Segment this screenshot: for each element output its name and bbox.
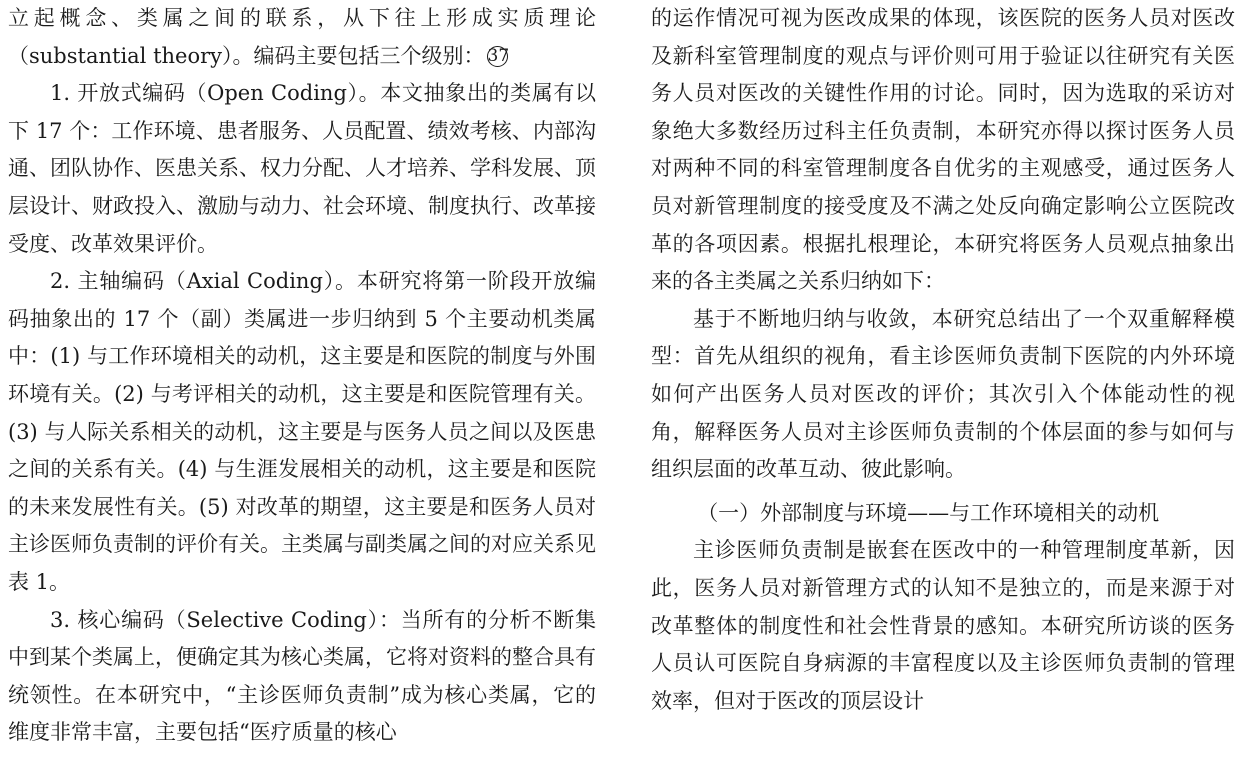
intro-paragraph: [8, 0, 596, 75]
intro-text: 立起概念、类属之间的联系，从下往上形成实质理论（substantial theory）。编码主要包括三个级别：: [8, 6, 596, 68]
axial-coding-paragraph: 2. 主轴编码（Axial Coding）。本研究将第一阶段开放编码抽象出的 17 个（副）类属进一步归纳到 5 个主要动机类属中：(1) 与工作环境相关的动机，这主要是和医院的制度与外围环境有关。(2) 与考评相关的动机，这主要是和医院管理有关。(3) 与人际关系相关的动机，这主要是与医务人员之间以及医患之间的关系有关。(4) 与生涯发展相关的动机，这主要是和医院的未来发展性有关。(5) 对改革的期望，这主要是和医务人员对主诊医师负责制的评价有关。主类属与副类属之间的对应关系见表 1。: [8, 269, 596, 594]
section-paragraph: 主诊医师负责制是嵌套在医改中的一种管理制度革新，因此，医务人员对新管理方式的认知不是独立的，而是来源于对改革整体的制度性和社会性背景的感知。本研究所访谈的医务人员认可医院自身病源的丰富程度以及主诊医师负责制的管理效率，但对于医改的顶层设计: [651, 538, 1235, 713]
section-heading: （一）外部制度与环境——与工作环境相关的动机: [697, 500, 1160, 525]
left-column: [8, 0, 596, 752]
footnote-marker[interactable]: 37: [487, 45, 510, 66]
open-coding-paragraph: 1. 开放式编码（Open Coding）。本文抽象出的类属有以下 17 个：工作环境、患者服务、人员配置、绩效考核、内部沟通、团队协作、医患关系、权力分配、人才培养、学科发展、顶层设计、财政投入、激励与动力、社会环境、制度执行、改革接受度、改革效果评价。: [8, 81, 596, 256]
right-column: [651, 0, 1235, 720]
selective-coding-paragraph: 3. 核心编码（Selective Coding）：当所有的分析不断集中到某个类属上，便确定其为核心类属，它将对资料的整合具有统领性。在本研究中，“主诊医师负责制”成为核心类属，它的维度非常丰富，主要包括“医疗质量的核心: [8, 607, 596, 745]
model-paragraph: 基于不断地归纳与收敛，本研究总结出了一个双重解释模型：首先从组织的视角，看主诊医师负责制下医院的内外环境如何产出医务人员对医改的评价；其次引入个体能动性的视角，解释医务人员对主诊医师负责制的个体层面的参与如何与组织层面的改革互动、彼此影响。: [651, 306, 1235, 482]
continuation-paragraph: 的运作情况可视为医改成果的体现，该医院的医务人员对医改及新科室管理制度的观点与评价则可用于验证以往研究有关医务人员对医改的关键性作用的讨论。同时，因为选取的采访对象绝大多数经历过科主任负责制，本研究亦得以探讨医务人员对两种不同的科室管理制度各自优劣的主观感受，通过医务人员对新管理制度的接受度及不满之处反向确定影响公立医院改革的各项因素。根据扎根理论，本研究将医务人员观点抽象出来的各主类属之关系归纳如下：: [651, 6, 1235, 294]
